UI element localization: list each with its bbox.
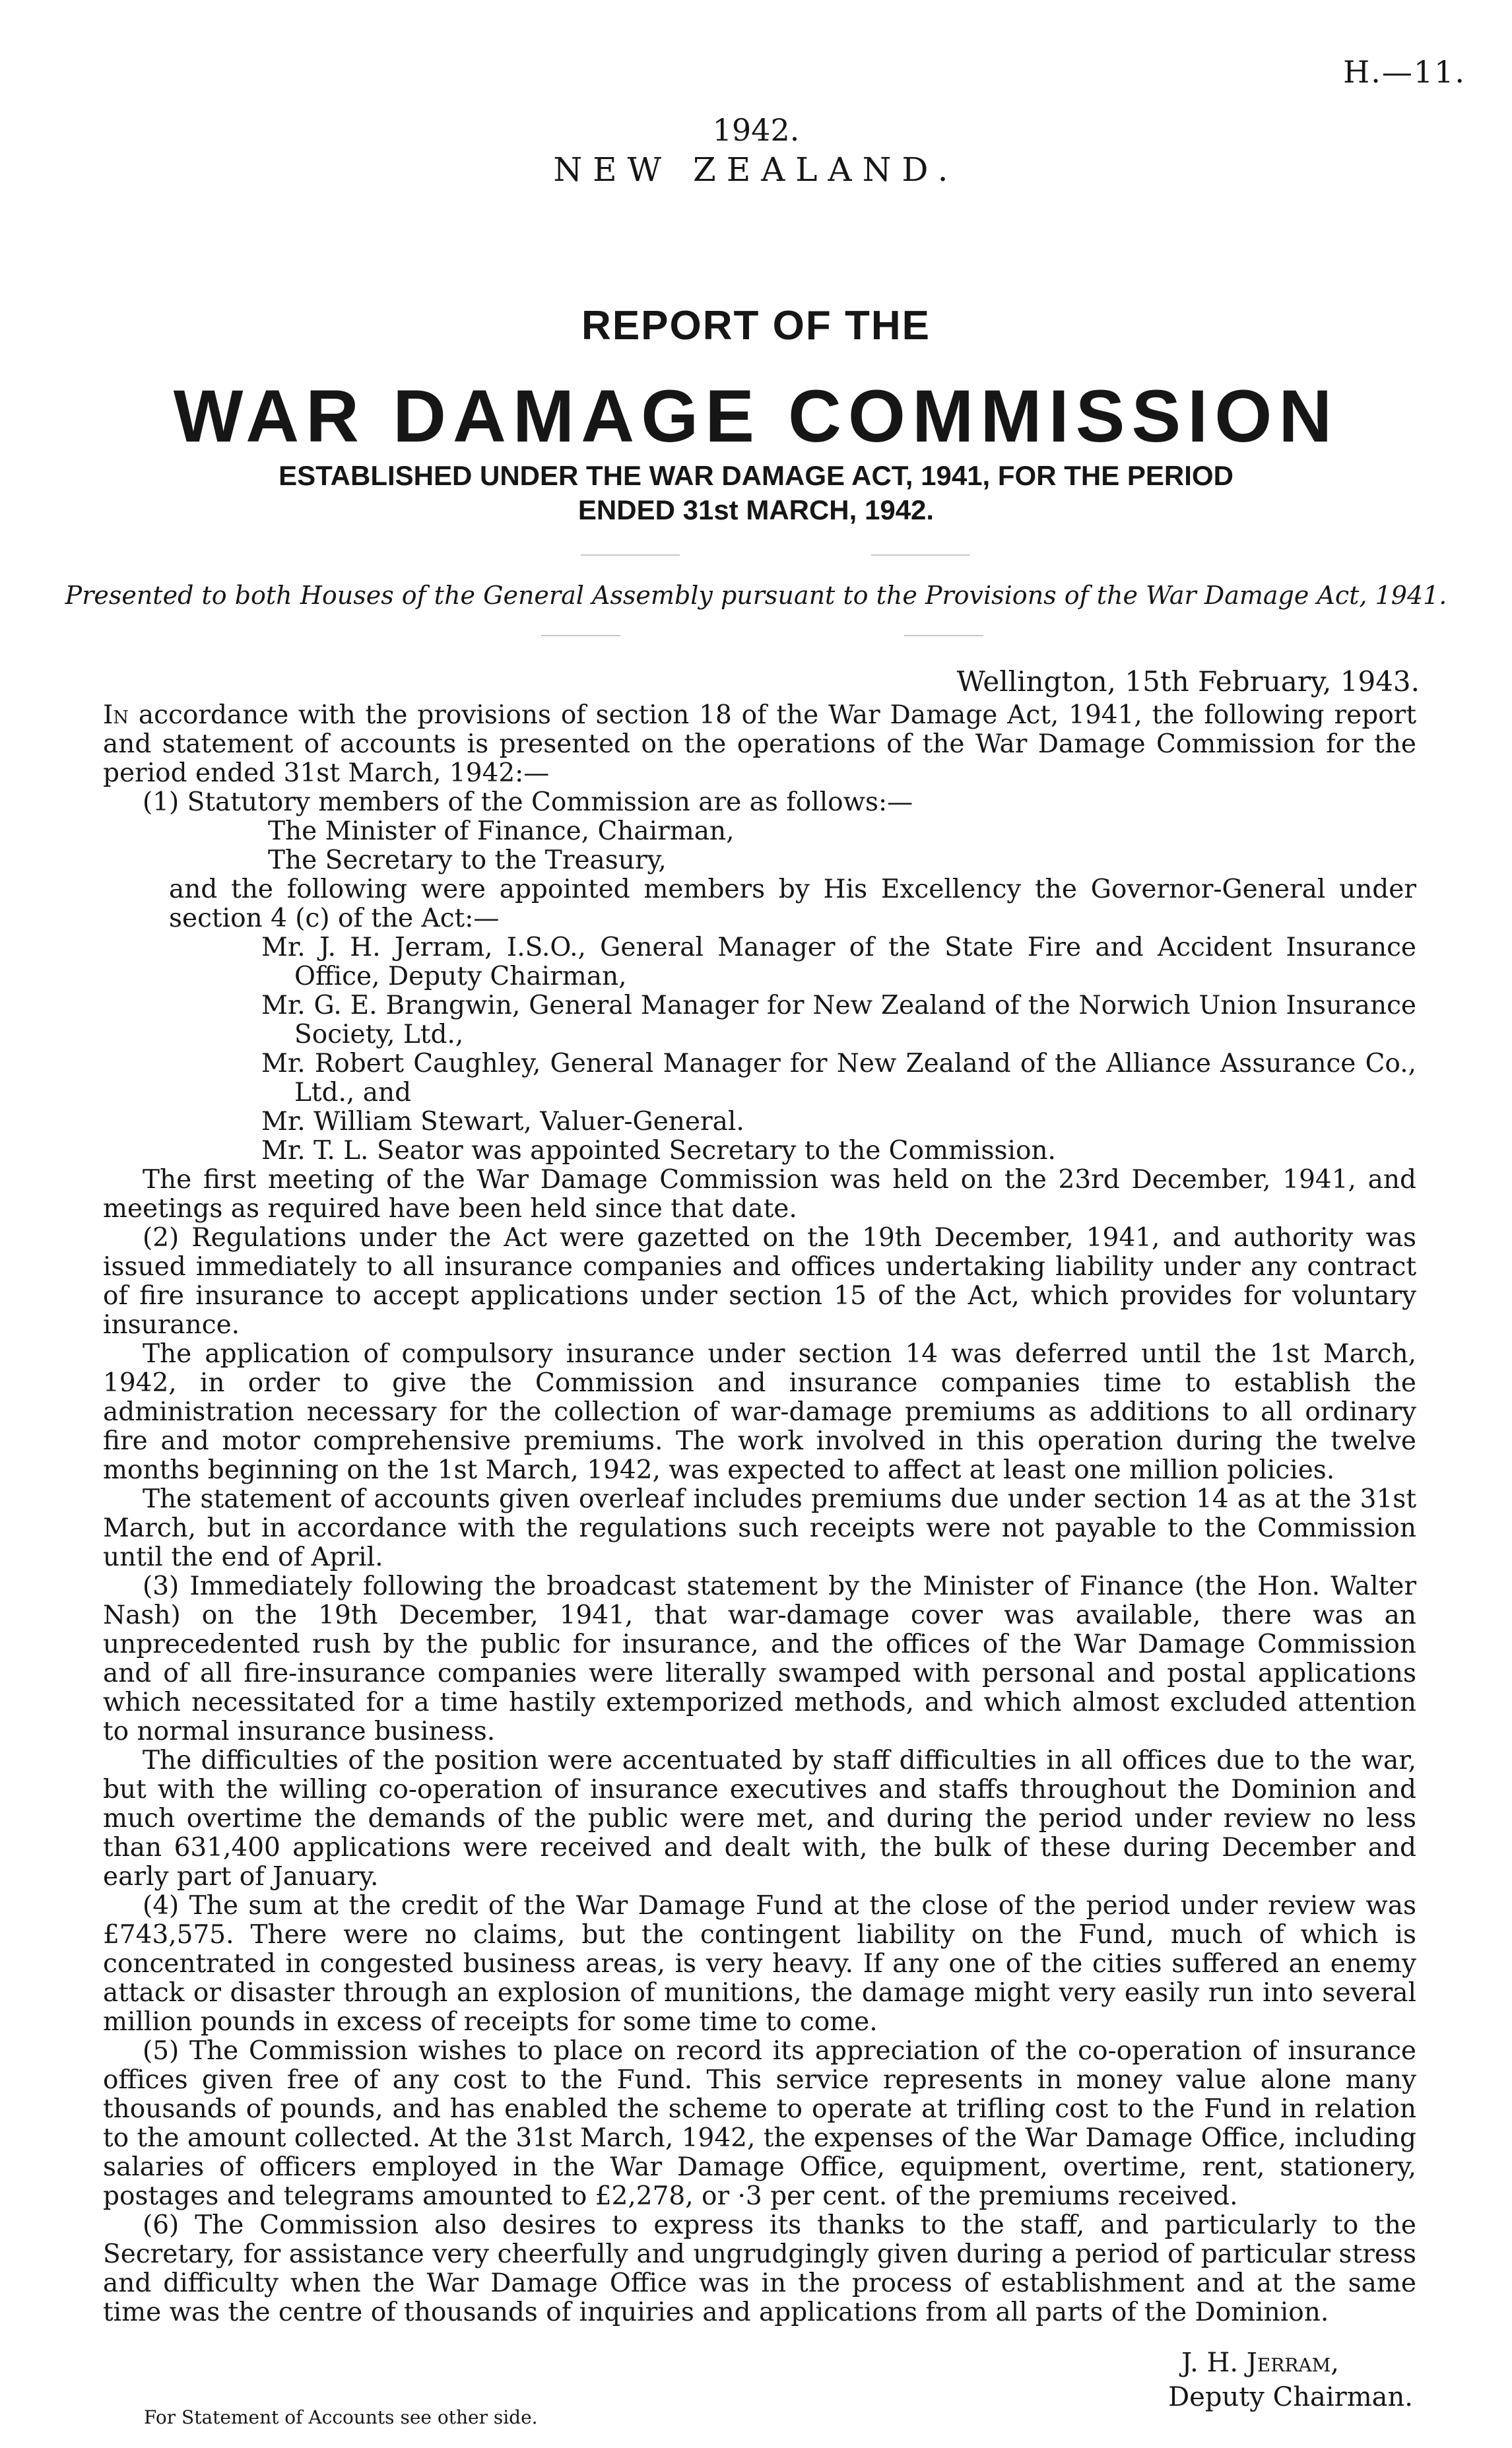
paragraph-2c: The statement of accounts given overleaf includes premiums due under section 14 as at the 31st March, but in accordance with the regulations such receipts were not payable to the Commission until the end of April. (103, 1484, 1416, 1572)
divider (871, 554, 970, 556)
subtitle-line-1: ESTABLISHED UNDER THE WAR DAMAGE ACT, 1941, FOR THE PERIOD (279, 460, 1233, 491)
appointed-members-list (103, 933, 1416, 1137)
report-heading: REPORT OF THE (581, 303, 931, 348)
secretary-line: Mr. T. L. Seator was appointed Secretary to the Commission. (261, 1136, 1056, 1166)
opening-text: accordance with the provisions of section 18 of the War Damage Act, 1941, the following report and statement of accounts is presented on the operations of the War Damage Commission for the period ended 31st March, 1942:— (103, 700, 1416, 788)
list-item: Mr. William Stewart, Valuer-General. (261, 1107, 744, 1137)
dateline: Wellington, 15th February, 1943. (956, 665, 1420, 698)
list-item: Mr. G. E. Brangwin, General Manager for New Zealand of the Norwich Union Insurance Society, Ltd., (261, 991, 1416, 1049)
presentation-note: Presented to both Houses of the General Assembly pursuant to the Provisions of the War Damage Act, 1941. (65, 581, 1447, 610)
appointed-intro: and the following were appointed members by His Excellency the Governor-General under section 4 (c) of the Act:— (169, 875, 1416, 933)
paragraph-3: (3) Immediately following the broadcast statement by the Minister of Finance (the Hon. Walter Nash) on the 19th December, 1941, that war-damage cover was available, there was an unprecedented rush by the public for insurance, and the offices of the War Damage Commission and of all fire-insurance companies were literally swamped with personal and postal applications which necessitated for a time hastily extemporized methods, and which almost excluded attention to normal insurance business. (103, 1571, 1416, 1746)
page-title: WAR DAMAGE COMMISSION (173, 375, 1339, 457)
divider (541, 635, 620, 636)
list-item: Mr. Robert Caughley, General Manager for New Zealand of the Alliance Assurance Co., Ltd., and (261, 1049, 1416, 1108)
paragraph-4: (4) The sum at the credit of the War Damage Fund at the close of the period under review was £743,575. There were no claims, but the contingent liability on the Fund, much of which is concentrated in congested business areas, is very heavy. If any one of the cities suffered an enemy attack or disaster through an explosion of munitions, the damage might very easily run into several million pounds in excess of receipts for some time to come. (103, 1891, 1416, 2037)
statutory-members-list (103, 817, 1416, 875)
paragraph-2: (2) Regulations under the Act were gazetted on the 19th December, 1941, and authority was issued immediately to all insurance companies and offices undertaking liability under any contract of fire insurance to accept applications under section 15 of the Act, which provides for voluntary insurance. (103, 1223, 1416, 1340)
divider (904, 635, 983, 636)
signature-block (1168, 2346, 1413, 2414)
subtitle (0, 459, 1512, 527)
paragraph-1-intro: (1) Statutory members of the Commission are as follows:— (143, 787, 913, 817)
list-item: Mr. J. H. Jerram, I.S.O., General Manager of the State Fire and Accident Insurance Office, Deputy Chairman, (261, 933, 1416, 991)
document-reference: H.—11. (1343, 54, 1466, 90)
first-meeting-paragraph: The first meeting of the War Damage Commission was held on the 23rd December, 1941, and meetings as required have been held since that date. (103, 1165, 1416, 1224)
country-heading: NEW ZEALAND. (553, 150, 959, 189)
paragraph-5: (5) The Commission wishes to place on record its appreciation of the co-operation of insurance offices given free of any cost to the Fund. This service represents in money value alone many thousands of pounds, and has enabled the scheme to operate at trifling cost to the Fund in relation to the amount collected. At the 31st March, 1942, the expenses of the War Damage Office, including salaries of officers employed in the War Damage Office, equipment, overtime, rent, stationery, postages and telegrams amounted to £2,278, or ·3 per cent. of the premiums received. (103, 2036, 1416, 2211)
opening-paragraph (103, 701, 1416, 788)
signatory-title: Deputy Chairman. (1168, 2382, 1413, 2412)
paragraph-6: (6) The Commission also desires to express its thanks to the staff, and particularly to the Secretary, for assistance very cheerfully and ungrudgingly given during a period of particular stress and difficulty when the War Damage Office was in the process of establishment and at the same time was the centre of thousands of inquiries and applications from all parts of the Dominion. (103, 2210, 1416, 2327)
footnote: For Statement of Accounts see other side. (144, 2406, 538, 2428)
paragraph-3b: The difficulties of the position were accentuated by staff difficulties in all offices due to the war, but with the willing co-operation of insurance executives and staffs throughout the Dominion and much overtime the demands of the public were met, and during the period under review no less than 631,400 applications were received and dealt with, the bulk of these during December and early part of January. (103, 1746, 1416, 1892)
signatory-name: J. H. Jerram, (1181, 2348, 1340, 2378)
divider (581, 554, 680, 556)
opening-initial: In (103, 700, 129, 730)
report-body (103, 701, 1416, 2327)
year-heading: 1942. (712, 112, 800, 148)
subtitle-line-2: ENDED 31st MARCH, 1942. (577, 494, 935, 525)
paragraph-2b: The application of compulsory insurance under section 14 was deferred until the 1st March, 1942, in order to give the Commission and insurance companies time to establish the administration necessary for the collection of war-damage premiums as additions to all ordinary fire and motor comprehensive premiums. The work involved in this operation during the twelve months beginning on the 1st March, 1942, was expected to affect at least one million policies. (103, 1339, 1416, 1485)
list-item: The Secretary to the Treasury, (268, 845, 667, 875)
list-item: The Minister of Finance, Chairman, (268, 816, 735, 846)
